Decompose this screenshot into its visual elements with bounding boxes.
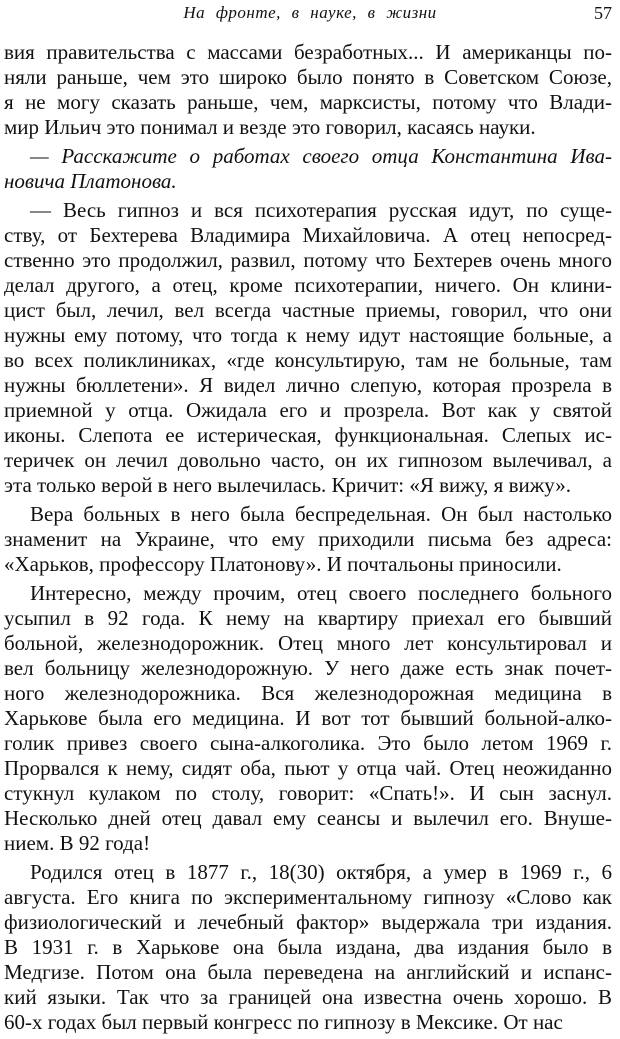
text-line: вия правительства с массами безработных... И американцы по- (4, 40, 612, 64)
paragraph (4, 198, 612, 498)
text-line: Родился отец в 1877 г., 18(30) октября, а умер в 1969 г., 6 (30, 860, 612, 884)
text-line: во всех поликлиниках, «где консультирую, там не больные, там (4, 348, 612, 372)
text-line: новича Платонова. (4, 169, 177, 193)
text-line: ственно это продолжил, развил, потому что Бехтерев очень много (4, 248, 612, 272)
text-line: Медгизе. Потом она была переведена на английский и испанс- (4, 960, 612, 984)
text-line: цист был, лечил, вел всегда частные приемы, говорил, что они (4, 298, 612, 322)
text-line: теричек он лечил довольно часто, он их гипнозом вылечивал, а (4, 448, 612, 472)
text-line: Прорвался к нему, сидят оба, пьют у отца чай. Отец неожиданно (4, 756, 612, 780)
page-number: 57 (594, 3, 612, 23)
text-line: знаменит на Украине, что ему приходили письма без адреса: (4, 527, 612, 551)
text-line: Интересно, между прочим, отец своего последнего больного (30, 581, 612, 605)
paragraph (4, 502, 612, 577)
text-line: вел больницу железнодорожную. У него даже есть знак почет- (4, 656, 612, 680)
text-line: эта только верой в него вылечилась. Кричит: «Я вижу, я вижу». (4, 473, 572, 497)
text-line: мир Ильич это понимал и везде это говорил, касаясь науки. (4, 115, 536, 139)
text-line: кий языки. Так что за границей она известна очень хорошо. В (4, 985, 612, 1009)
text-line: приемной у отца. Ожидала его и прозрела. Вот как у святой (4, 398, 612, 422)
text-line: усыпил в 92 года. К нему на квартиру приехал его бывший (4, 606, 612, 630)
running-title: На фронте, в науке, в жизни (183, 3, 437, 22)
paragraph (4, 860, 612, 1035)
text-line: няли раньше, чем это широко было понято в Советском Союзе, (4, 65, 612, 89)
paragraph (4, 581, 612, 856)
text-line: ству, от Бехтерева Владимира Михайловича. А отец непосред- (4, 223, 612, 247)
text-line: делал другого, а отец, кроме психотерапии, ничего. Он клини- (4, 273, 612, 297)
text-line: Несколько дней отец давал ему сеансы и вылечил его. Внуше- (4, 806, 612, 830)
text-line: физиологический и лечебный фактор» выдержала три издания. (4, 910, 612, 934)
text-line: ного железнодорожника. Вся железнодорожная медицина в (4, 681, 612, 705)
text-line: иконы. Слепота ее истерическая, функциональная. Слепых ис- (4, 423, 612, 447)
text-line: августа. Его книга по экспериментальному гипнозу «Слово как (4, 885, 612, 909)
text-line: голик привез своего сына-алкоголика. Это было летом 1969 г. (4, 731, 612, 755)
text-line: больной, железнодорожник. Отец много лет консультировал и (4, 631, 612, 655)
paragraph (4, 144, 612, 194)
text-line: Вера больных в него была беспредельная. Он был настолько (30, 502, 612, 526)
text-line: 60-х годах был первый конгресс по гипнозу в Мексике. От нас (4, 1010, 563, 1034)
paragraph (4, 40, 612, 140)
text-line: — Расскажите о работах своего отца Константина Ива- (30, 144, 612, 168)
text-line: я не могу сказать раньше, чем, марксисты, потому что Влади- (4, 90, 612, 114)
text-line: нужны бюллетени». Я видел лично слепую, которая прозрела в (4, 373, 612, 397)
text-line: нием. В 92 года! (4, 831, 151, 855)
text-line: — Весь гипноз и вся психотерапия русская идут, по суще- (30, 198, 612, 222)
text-line: стукнул кулаком по столу, говорит: «Спать!». И сын заснул. (4, 781, 612, 805)
text-line: Харькове была его медицина. И вот тот бывший больной-алко- (4, 706, 612, 730)
text-line: нужны ему потому, что тогда к нему идут настоящие больные, а (4, 323, 612, 347)
text-line: В 1931 г. в Харькове она была издана, два издания было в (4, 935, 612, 959)
text-line: «Харьков, профессору Платонову». И почтальоны приносили. (4, 552, 562, 576)
page-header (0, 0, 620, 32)
body-text (4, 40, 612, 1039)
